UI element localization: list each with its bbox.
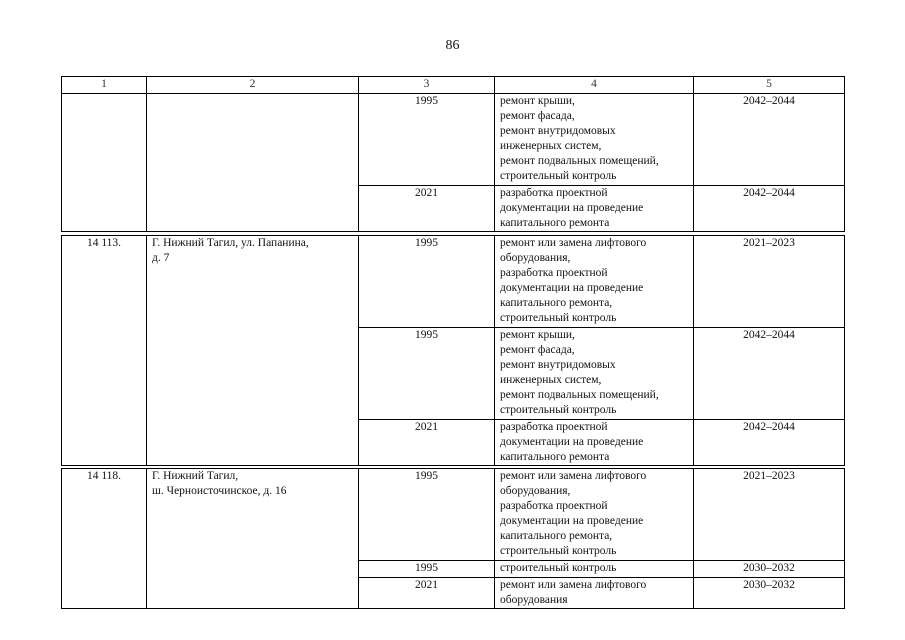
period-cell: 2042–2044 (694, 420, 845, 466)
works-line: ремонт или замена лифтового (500, 237, 647, 249)
works-line: ремонт внутридомовых (500, 359, 616, 371)
address-line: Г. Нижний Тагил, ул. Папанина, (152, 237, 309, 249)
works-cell (495, 469, 694, 561)
works-line: документации на проведение (500, 436, 644, 448)
table-block-14118 (61, 468, 845, 609)
works-line: оборудования, (500, 252, 571, 264)
period-cell: 2021–2023 (694, 469, 845, 561)
works-cell (495, 420, 694, 466)
year-cell: 1995 (359, 561, 495, 578)
address-line: Г. Нижний Тагил, (152, 470, 239, 482)
table-block-continuation (61, 76, 845, 232)
works-line: инженерных систем, (500, 140, 602, 152)
year-cell: 2021 (359, 420, 495, 466)
works-cell (495, 236, 694, 328)
works-line: капитального ремонта, (500, 297, 613, 309)
year-cell: 2021 (359, 578, 495, 609)
works-line: ремонт фасада, (500, 110, 575, 122)
object-number-cell (62, 94, 147, 232)
works-line: разработка проектной (500, 267, 608, 279)
page-number: 86 (445, 38, 460, 53)
address-line: д. 7 (152, 252, 170, 264)
works-line: строительный контроль (500, 404, 617, 416)
works-cell (495, 186, 694, 232)
works-line: ремонт крыши, (500, 329, 575, 341)
works-line: ремонт крыши, (500, 95, 575, 107)
address-line: ш. Черноисточинское, д. 16 (152, 485, 287, 497)
table-row (62, 469, 845, 561)
address-cell (147, 469, 359, 609)
works-line: документации на проведение (500, 515, 644, 527)
works-line: документации на проведение (500, 282, 644, 294)
period-cell: 2042–2044 (694, 94, 845, 186)
works-line: ремонт или замена лифтового (500, 579, 647, 591)
table-row (62, 94, 845, 186)
works-line: капитального ремонта, (500, 530, 613, 542)
table-block-14113 (61, 235, 845, 466)
table-row (62, 236, 845, 328)
period-cell: 2030–2032 (694, 561, 845, 578)
header-col-5: 5 (694, 77, 845, 94)
address-cell (147, 236, 359, 466)
works-cell (495, 578, 694, 609)
works-line: ремонт подвальных помещений, (500, 155, 659, 167)
year-cell: 1995 (359, 94, 495, 186)
works-line: ремонт подвальных помещений, (500, 389, 659, 401)
works-cell (495, 328, 694, 420)
object-number-cell: 14 118. (62, 469, 147, 609)
year-cell: 2021 (359, 186, 495, 232)
year-cell: 1995 (359, 469, 495, 561)
works-line: строительный контроль (500, 545, 617, 557)
works-line: разработка проектной (500, 500, 608, 512)
works-line: ремонт или замена лифтового (500, 470, 647, 482)
works-line: разработка проектной (500, 187, 608, 199)
address-cell (147, 94, 359, 232)
object-number-cell: 14 113. (62, 236, 147, 466)
works-line: ремонт фасада, (500, 344, 575, 356)
period-cell: 2030–2032 (694, 578, 845, 609)
works-cell (495, 561, 694, 578)
header-col-3: 3 (359, 77, 495, 94)
works-line: документации на проведение (500, 202, 644, 214)
works-line: капитального ремонта (500, 217, 610, 229)
year-cell: 1995 (359, 328, 495, 420)
works-line: оборудования, (500, 485, 571, 497)
works-line: оборудования (500, 594, 568, 606)
works-line: капитального ремонта (500, 451, 610, 463)
header-col-2: 2 (147, 77, 359, 94)
period-cell: 2042–2044 (694, 186, 845, 232)
period-cell: 2042–2044 (694, 328, 845, 420)
works-cell (495, 94, 694, 186)
works-line: строительный контроль (500, 562, 617, 574)
header-col-1: 1 (62, 77, 147, 94)
works-line: ремонт внутридомовых (500, 125, 616, 137)
period-cell: 2021–2023 (694, 236, 845, 328)
works-line: инженерных систем, (500, 374, 602, 386)
table-header-row (62, 77, 845, 94)
works-line: разработка проектной (500, 421, 608, 433)
year-cell: 1995 (359, 236, 495, 328)
header-col-4: 4 (495, 77, 694, 94)
works-line: строительный контроль (500, 312, 617, 324)
works-line: строительный контроль (500, 170, 617, 182)
